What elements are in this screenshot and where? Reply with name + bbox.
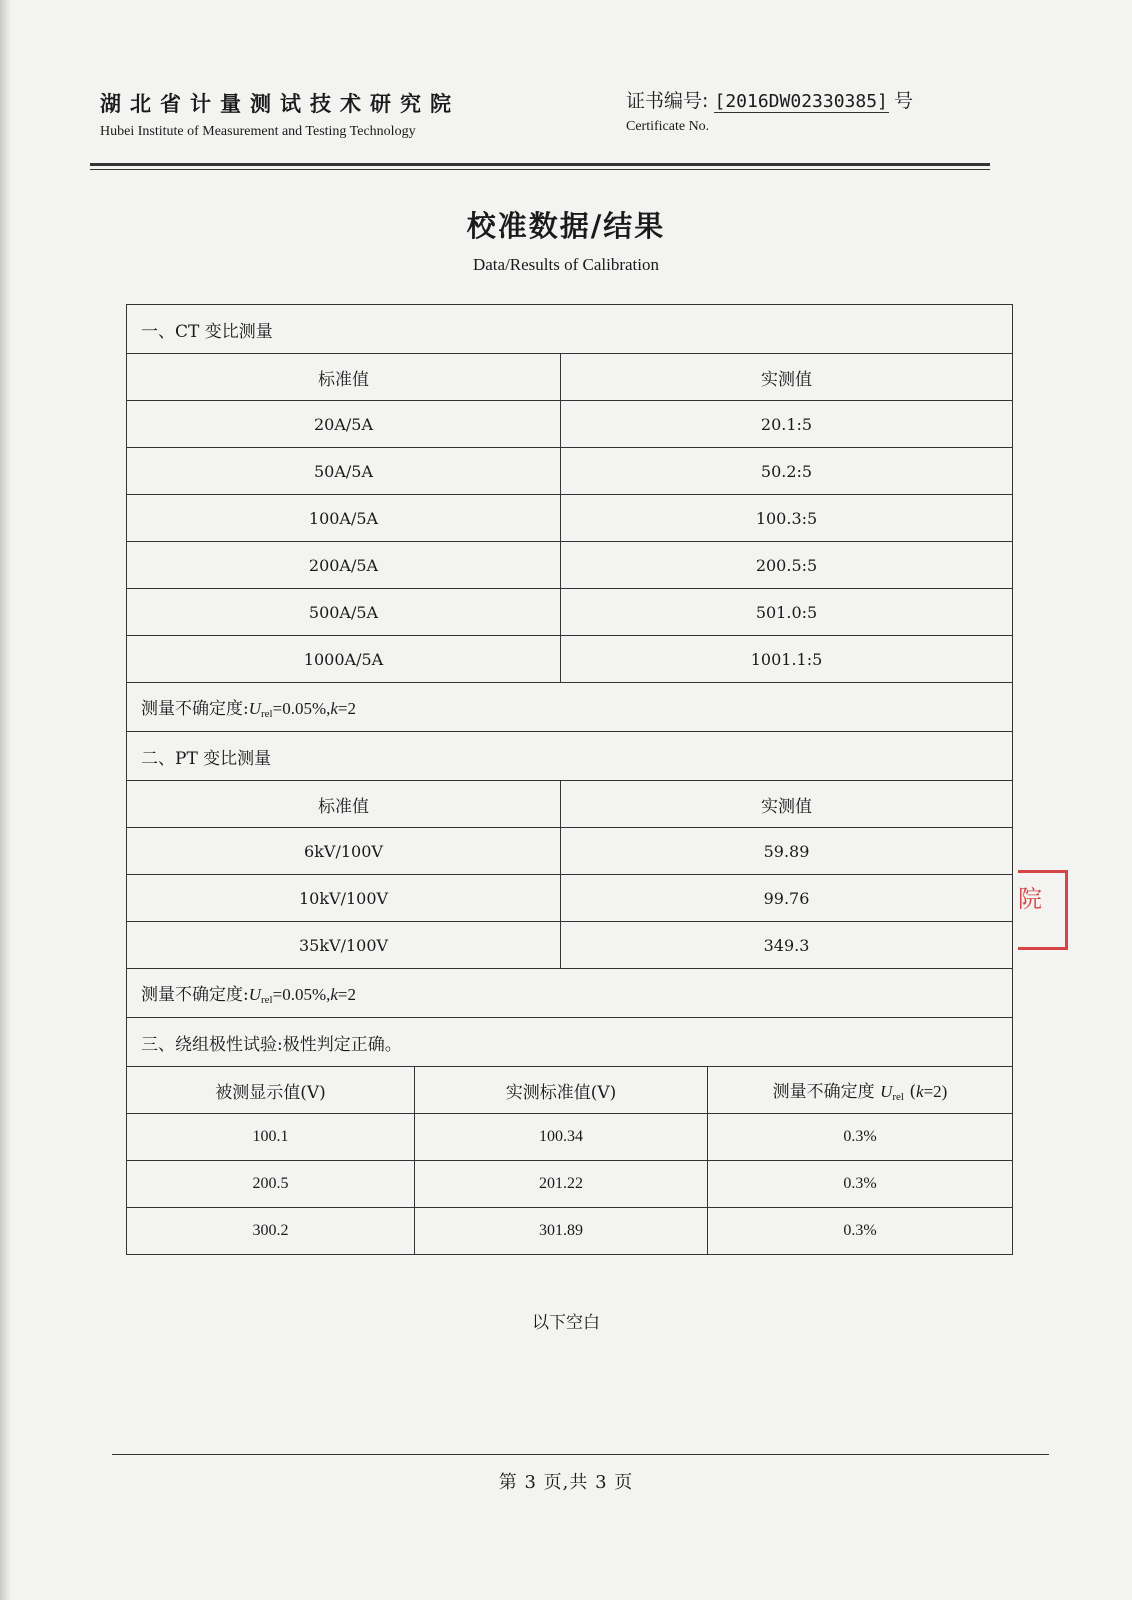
ct-measured-cell: 1001.1:5 (561, 636, 1013, 683)
uncertainty-subscript: rel (261, 994, 273, 1006)
polarity-uncertainty-cell: 0.3% (708, 1161, 1013, 1208)
official-seal-fragment: 院 (1018, 870, 1068, 950)
page-subtitle: Data/Results of Calibration (472, 255, 660, 274)
ct-measured-cell: 200.5:5 (561, 542, 1013, 589)
polarity-standard-cell: 301.89 (415, 1208, 708, 1255)
ct-standard-cell: 200A/5A (127, 542, 561, 589)
polarity-displayed-cell: 200.5 (127, 1161, 415, 1208)
pt-measured-cell: 59.89 (561, 828, 1013, 875)
polarity-displayed-cell: 300.2 (127, 1208, 415, 1255)
pt-measured-cell: 349.3 (561, 922, 1013, 969)
coverage-factor-value: =2 (337, 985, 357, 1004)
table-row (127, 495, 1013, 542)
table-row (127, 922, 1013, 969)
coverage-factor-symbol: k (330, 985, 338, 1004)
page-number: 第 3 页,共 3 页 (498, 1472, 634, 1493)
ct-measured-cell: 501.0:5 (561, 589, 1013, 636)
table-row (127, 448, 1013, 495)
pt-standard-cell: 6kV/100V (127, 828, 561, 875)
uncertainty-symbol: U (248, 699, 262, 718)
ct-standard-cell: 1000A/5A (127, 636, 561, 683)
polarity-section-title: 三、绕组极性试验:极性判定正确。 (127, 1018, 1013, 1067)
ct-standard-cell: 50A/5A (127, 448, 561, 495)
table-row (127, 1161, 1013, 1208)
ct-section-title: 一、CT 变比测量 (127, 305, 1013, 354)
page-title: 校准数据/结果 (466, 209, 666, 243)
footer-divider (112, 1454, 1049, 1455)
uncertainty-label: 测量不确定度: (141, 985, 249, 1005)
table-row (127, 636, 1013, 683)
polarity-col-uncertainty (708, 1067, 1013, 1114)
ct-uncertainty (127, 683, 1013, 732)
pt-standard-cell: 10kV/100V (127, 875, 561, 922)
pt-uncertainty (127, 969, 1013, 1018)
pt-measured-cell: 99.76 (561, 875, 1013, 922)
uncertainty-header-k: k (916, 1082, 924, 1101)
table-row (127, 589, 1013, 636)
institute-name-en: Hubei Institute of Measurement and Testing Technology (100, 124, 416, 139)
polarity-displayed-cell: 100.1 (127, 1114, 415, 1161)
pt-col-measured: 实测值 (561, 781, 1013, 828)
ct-measured-cell: 100.3:5 (561, 495, 1013, 542)
blank-below-note: 以下空白 (532, 1313, 600, 1333)
certificate-header (626, 86, 913, 135)
ct-col-measured: 实测值 (561, 354, 1013, 401)
polarity-standard-cell: 100.34 (415, 1114, 708, 1161)
uncertainty-separator: , (326, 699, 331, 718)
uncertainty-symbol: U (248, 985, 262, 1004)
uncertainty-separator: , (326, 985, 331, 1004)
header-divider (90, 163, 990, 166)
table-row (127, 1208, 1013, 1255)
ct-measured-cell: 20.1:5 (561, 401, 1013, 448)
pt-section-title: 二、PT 变比测量 (127, 732, 1013, 781)
uncertainty-header-subscript: rel (892, 1091, 904, 1103)
ct-measured-cell: 50.2:5 (561, 448, 1013, 495)
uncertainty-value: =0.05% (272, 699, 327, 718)
uncertainty-header-close: =2) (923, 1082, 948, 1101)
table-row (127, 828, 1013, 875)
uncertainty-value: =0.05% (272, 985, 327, 1004)
certificate-label-cn: 证书编号: (626, 90, 709, 112)
coverage-factor-value: =2 (337, 699, 357, 718)
table-row (127, 401, 1013, 448)
polarity-uncertainty-cell: 0.3% (708, 1114, 1013, 1161)
certificate-label-en: Certificate No. (626, 119, 710, 134)
pt-standard-cell: 35kV/100V (127, 922, 561, 969)
institute-header (100, 88, 460, 140)
calibration-table (126, 304, 1013, 1255)
ct-standard-cell: 500A/5A (127, 589, 561, 636)
coverage-factor-symbol: k (330, 699, 338, 718)
polarity-standard-cell: 201.22 (415, 1161, 708, 1208)
uncertainty-subscript: rel (261, 708, 273, 720)
uncertainty-header-symbol: U (880, 1082, 893, 1101)
table-row (127, 875, 1013, 922)
polarity-uncertainty-cell: 0.3% (708, 1208, 1013, 1255)
header-divider-thin (90, 169, 990, 170)
ct-standard-cell: 100A/5A (127, 495, 561, 542)
table-row (127, 542, 1013, 589)
polarity-col-displayed: 被测显示值(V) (127, 1067, 415, 1114)
certificate-number: [2016DW02330385] (714, 91, 888, 112)
uncertainty-header-prefix: 测量不确定度 (772, 1082, 875, 1102)
certificate-suffix: 号 (893, 90, 913, 112)
table-row (127, 1114, 1013, 1161)
ct-col-standard: 标准值 (127, 354, 561, 401)
uncertainty-header-open: ( (909, 1082, 917, 1102)
polarity-col-standard: 实测标准值(V) (415, 1067, 708, 1114)
institute-name-cn: 湖北省计量测试技术研究院 (100, 92, 460, 116)
ct-standard-cell: 20A/5A (127, 401, 561, 448)
pt-col-standard: 标准值 (127, 781, 561, 828)
uncertainty-label: 测量不确定度: (141, 699, 249, 719)
